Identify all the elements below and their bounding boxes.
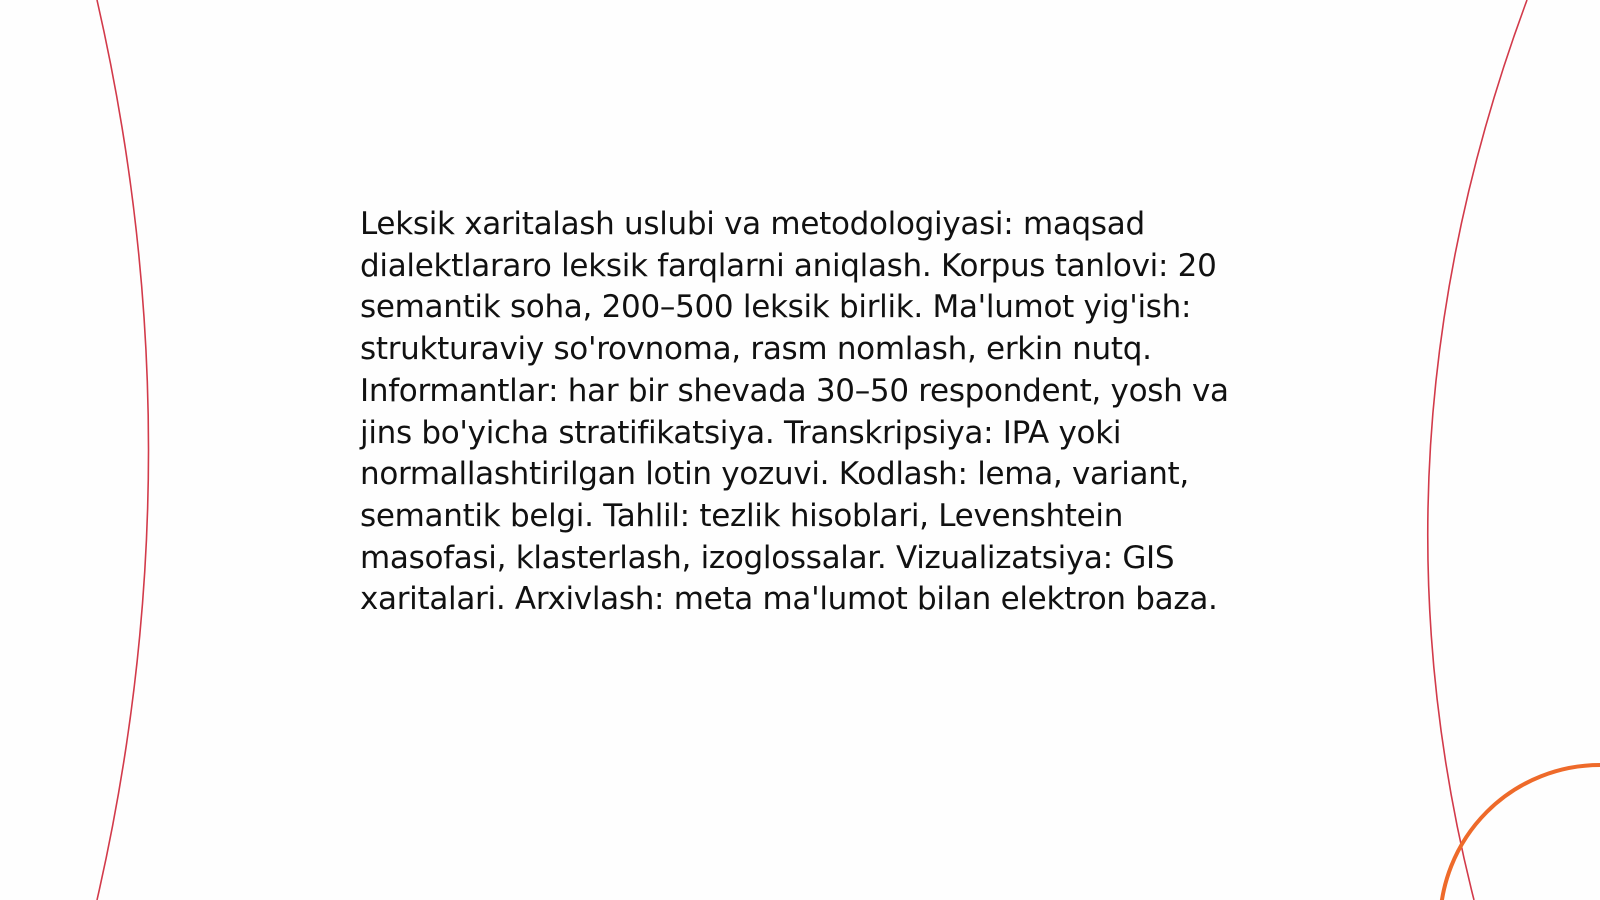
corner-circle-arc [1440, 765, 1600, 900]
right-arc-line [1428, 0, 1527, 900]
left-arc-line [97, 0, 149, 900]
slide-body-text: Leksik xaritalash uslubi va metodologiyasi: maqsad dialektlararo leksik farqlarni aniqlash. Korpus tanlovi: 20 semantik soha, 200–500 leksik birlik. Ma'lumot yig'ish: strukturaviy so'rovnoma, rasm nomlash, erkin nutq. Informantlar: har bir shevada 30–50 respondent, yosh va jins bo'yicha stratifikatsiya. Transkripsiya: IPA yoki normallashtirilgan lotin yozuvi. Kodlash: lema, variant, semantik belgi. Tahlil: tezlik hisoblari, Levenshtein masofasi, klasterlash, izoglossalar. Vizualizatsiya: GIS xaritalari. Arxivlash: meta ma'lumot bilan elektron baza. [360, 206, 1229, 618]
